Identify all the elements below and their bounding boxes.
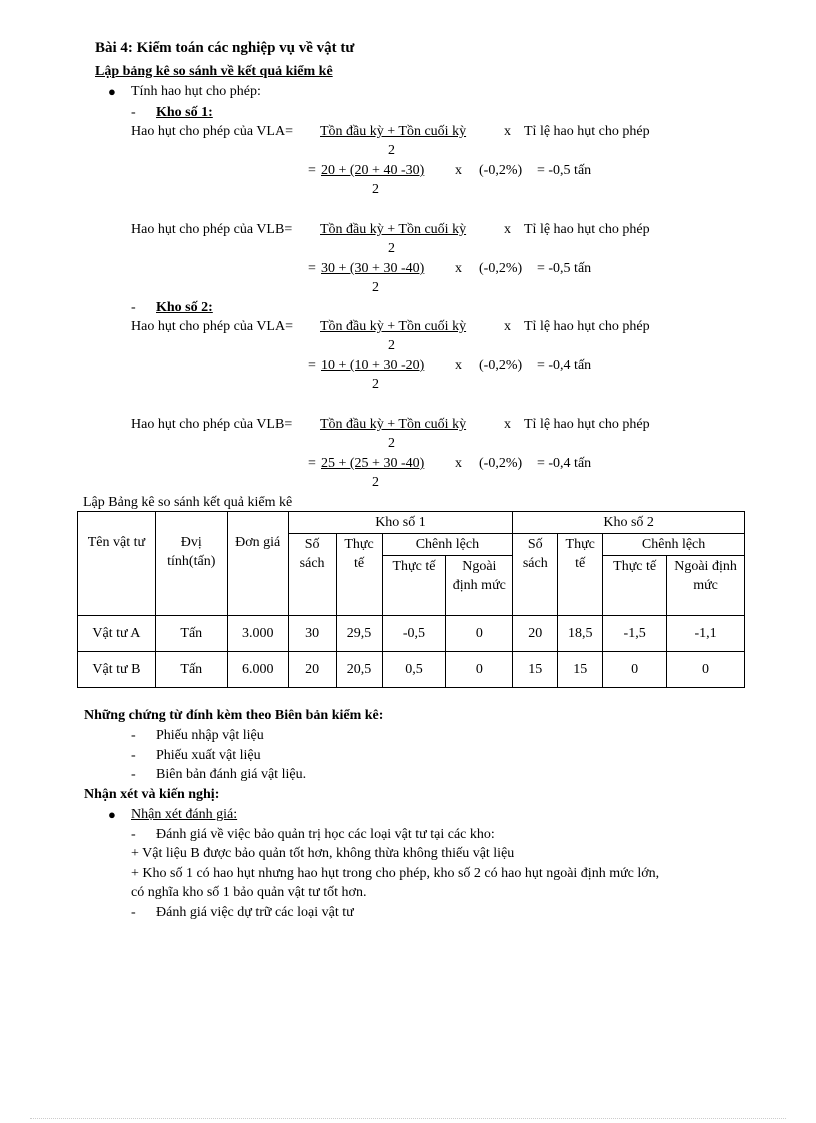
header-don-vi: Đvị tính(tấn) bbox=[155, 512, 227, 616]
list-item: Phiếu xuất vật liệu bbox=[156, 748, 261, 763]
cell-k2-thucte: 18,5 bbox=[558, 616, 603, 652]
header-kho-2: Kho số 2 bbox=[513, 512, 745, 534]
cell-k1-thucte: 20,5 bbox=[336, 652, 382, 688]
review-line: + Kho số 1 có hao hụt nhưng hao hụt trong cho phép, kho số 2 có hao hụt ngoài định mức lớn, bbox=[131, 866, 660, 881]
multiply-sign: x bbox=[504, 417, 511, 432]
cell-k2-thucte: 15 bbox=[558, 652, 603, 688]
dash-marker: - bbox=[131, 748, 136, 763]
formula-lhs: Hao hụt cho phép của VLA= bbox=[131, 124, 293, 139]
cell-dongia: 6.000 bbox=[227, 652, 288, 688]
formula-denominator: 2 bbox=[372, 280, 379, 295]
header-cl-thuc-te: Thực tế bbox=[603, 556, 667, 616]
multiply-sign: x bbox=[504, 124, 511, 139]
formula-rate: Tỉ lệ hao hụt cho phép bbox=[524, 222, 650, 237]
multiply-sign: x bbox=[504, 319, 511, 334]
cell-k1-thucte: 29,5 bbox=[336, 616, 382, 652]
list-item: Phiếu nhập vật liệu bbox=[156, 728, 264, 743]
dash-marker: - bbox=[131, 827, 136, 842]
header-so-sach: Số sách bbox=[513, 534, 558, 616]
cell-k1-cl-thucte: -0,5 bbox=[382, 616, 446, 652]
equals-sign: = bbox=[308, 358, 316, 373]
review-bullet-text: Nhận xét đánh giá: bbox=[131, 807, 238, 822]
review-line: Đánh giá việc dự trữ các loại vật tư bbox=[156, 905, 354, 920]
formula-denominator: 2 bbox=[388, 338, 395, 353]
review-line: có nghĩa kho số 1 bảo quản vật tư tốt hơn. bbox=[131, 885, 367, 900]
table-header-row bbox=[78, 512, 745, 534]
formula-numerator: Tồn đầu kỳ + Tồn cuối kỳ bbox=[320, 124, 467, 139]
cell-k2-cl-ngoai: -1,1 bbox=[667, 616, 745, 652]
table-row bbox=[78, 652, 745, 688]
cell-k2-sosach: 20 bbox=[513, 616, 558, 652]
cell-k2-cl-thucte: -1,5 bbox=[603, 616, 667, 652]
kho1-label: Kho số 1: bbox=[156, 105, 213, 120]
dash-marker: - bbox=[131, 905, 136, 920]
formula-rate: Tỉ lệ hao hụt cho phép bbox=[524, 319, 650, 334]
dash-marker: - bbox=[131, 767, 136, 782]
cell-dvi: Tấn bbox=[155, 616, 227, 652]
multiply-sign: x bbox=[455, 163, 462, 178]
multiply-sign: x bbox=[455, 456, 462, 471]
header-don-gia: Đơn giá bbox=[227, 512, 288, 616]
header-chenh-lech: Chênh lệch bbox=[382, 534, 513, 556]
multiply-sign: x bbox=[455, 261, 462, 276]
formula-lhs: Hao hụt cho phép của VLA= bbox=[131, 319, 293, 334]
header-so-sach: Số sách bbox=[288, 534, 336, 616]
formula-calc: 30 + (30 + 30 -40) bbox=[321, 261, 425, 276]
header-cl-ngoai-dinh-muc: Ngoài định mức bbox=[667, 556, 745, 616]
page-title: Bài 4: Kiểm toán các nghiệp vụ về vật tư bbox=[95, 40, 355, 56]
formula-denominator: 2 bbox=[372, 377, 379, 392]
header-thuc-te: Thực tế bbox=[558, 534, 603, 616]
cell-k1-cl-ngoai: 0 bbox=[446, 652, 513, 688]
dash-marker: - bbox=[131, 728, 136, 743]
header-kho-1: Kho số 1 bbox=[288, 512, 513, 534]
formula-numerator: Tồn đầu kỳ + Tồn cuối kỳ bbox=[320, 417, 467, 432]
formula-calc-rate: (-0,2%) bbox=[479, 358, 523, 373]
header-ten-vat-tu: Tên vật tư bbox=[78, 512, 156, 616]
header-chenh-lech: Chênh lệch bbox=[603, 534, 745, 556]
equals-sign: = bbox=[308, 456, 316, 471]
formula-numerator: Tồn đầu kỳ + Tồn cuối kỳ bbox=[320, 319, 467, 334]
formula-denominator: 2 bbox=[388, 436, 395, 451]
dash-marker: - bbox=[131, 300, 136, 315]
formula-result: = -0,5 tấn bbox=[537, 163, 592, 178]
formula-calc-rate: (-0,2%) bbox=[479, 163, 523, 178]
header-cl-ngoai-dinh-muc: Ngoài định mức bbox=[446, 556, 513, 616]
cell-ten: Vật tư B bbox=[78, 652, 156, 688]
table-caption: Lập Bảng kê so sánh kết quả kiểm kê bbox=[83, 495, 293, 510]
header-thuc-te: Thực tế bbox=[336, 534, 382, 616]
formula-calc-rate: (-0,2%) bbox=[479, 456, 523, 471]
formula-calc: 20 + (20 + 40 -30) bbox=[321, 163, 425, 178]
formula-calc: 10 + (10 + 30 -20) bbox=[321, 358, 425, 373]
cell-dongia: 3.000 bbox=[227, 616, 288, 652]
bullet-icon: ● bbox=[108, 84, 116, 99]
cell-k1-sosach: 20 bbox=[288, 652, 336, 688]
equals-sign: = bbox=[308, 163, 316, 178]
formula-calc-rate: (-0,2%) bbox=[479, 261, 523, 276]
formula-denominator: 2 bbox=[388, 143, 395, 158]
formula-result: = -0,4 tấn bbox=[537, 456, 592, 471]
table-row bbox=[78, 616, 745, 652]
kho2-label: Kho số 2: bbox=[156, 300, 213, 315]
page-bottom-divider bbox=[30, 1118, 786, 1119]
cell-k2-sosach: 15 bbox=[513, 652, 558, 688]
comparison-table bbox=[77, 511, 745, 688]
cell-ten: Vật tư A bbox=[78, 616, 156, 652]
cell-k1-cl-thucte: 0,5 bbox=[382, 652, 446, 688]
review-title: Nhận xét và kiến nghị: bbox=[84, 787, 220, 802]
formula-denominator: 2 bbox=[372, 475, 379, 490]
formula-result: = -0,5 tấn bbox=[537, 261, 592, 276]
formula-denominator: 2 bbox=[372, 182, 379, 197]
equals-sign: = bbox=[308, 261, 316, 276]
formula-numerator: Tồn đầu kỳ + Tồn cuối kỳ bbox=[320, 222, 467, 237]
dash-marker: - bbox=[131, 105, 136, 120]
formula-calc: 25 + (25 + 30 -40) bbox=[321, 456, 425, 471]
header-cl-thuc-te: Thực tế bbox=[382, 556, 446, 616]
formula-lhs: Hao hụt cho phép của VLB= bbox=[131, 417, 293, 432]
documents-title: Những chứng từ đính kèm theo Biên bản kiểm kê: bbox=[84, 708, 384, 723]
formula-result: = -0,4 tấn bbox=[537, 358, 592, 373]
cell-dvi: Tấn bbox=[155, 652, 227, 688]
cell-k2-cl-ngoai: 0 bbox=[667, 652, 745, 688]
bullet-icon: ● bbox=[108, 807, 116, 822]
review-line: + Vật liệu B được bảo quản tốt hơn, không thừa không thiếu vật liệu bbox=[131, 846, 515, 861]
formula-rate: Tỉ lệ hao hụt cho phép bbox=[524, 124, 650, 139]
bullet-text: Tính hao hụt cho phép: bbox=[131, 84, 261, 99]
cell-k1-cl-ngoai: 0 bbox=[446, 616, 513, 652]
formula-lhs: Hao hụt cho phép của VLB= bbox=[131, 222, 293, 237]
section-subtitle: Lập bảng kê so sánh về kết quả kiểm kê bbox=[95, 64, 333, 79]
multiply-sign: x bbox=[455, 358, 462, 373]
list-item: Biên bản đánh giá vật liệu. bbox=[156, 767, 307, 782]
formula-rate: Tỉ lệ hao hụt cho phép bbox=[524, 417, 650, 432]
formula-denominator: 2 bbox=[388, 241, 395, 256]
review-line: Đánh giá về việc bảo quản trị học các loại vật tư tại các kho: bbox=[156, 827, 495, 842]
cell-k2-cl-thucte: 0 bbox=[603, 652, 667, 688]
cell-k1-sosach: 30 bbox=[288, 616, 336, 652]
multiply-sign: x bbox=[504, 222, 511, 237]
